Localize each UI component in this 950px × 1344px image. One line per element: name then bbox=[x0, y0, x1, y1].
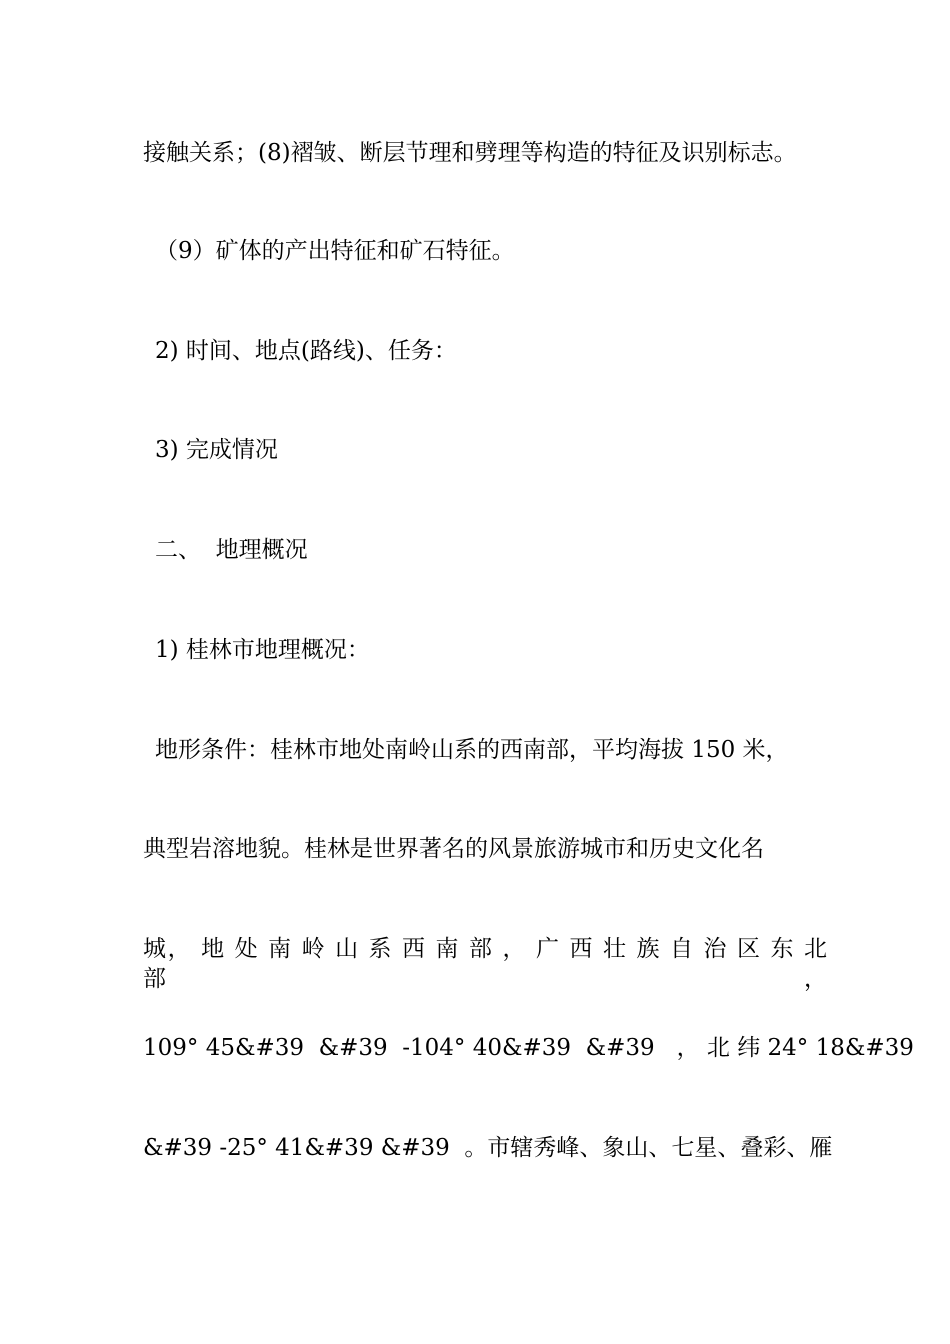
paragraph-line-9: 城， 地 处 南 岭 山 系 西 南 部 ， 广 西 壮 族 自 治 区 东 北 部 ， bbox=[143, 936, 828, 992]
paragraph-line-8: 典型岩溶地貌。桂林是世界著名的风景旅游城市和历史文化名 bbox=[143, 836, 764, 862]
paragraph-line-7: 地形条件：桂林市地处南岭山系的西南部，平均海拔 150 米， bbox=[155, 737, 789, 763]
paragraph-line-4: 3) 完成情况 bbox=[155, 437, 278, 463]
paragraph-line-3: 2) 时间、地点(路线)、任务： bbox=[155, 338, 457, 364]
section-heading: 二、 地理概况 bbox=[155, 537, 308, 563]
paragraph-line-1: 接触关系；(8)褶皱、断层节理和劈理等构造的特征及识别标志。 bbox=[143, 140, 797, 166]
paragraph-line-2: （9）矿体的产出特征和矿石特征。 bbox=[155, 238, 515, 264]
paragraph-line-10: 109° 45&#39 &#39 -104° 40&#39 &#39 ， 北 纬 24° 18&#39 bbox=[143, 1035, 914, 1061]
subsection-heading: 1) 桂林市地理概况： bbox=[155, 637, 370, 663]
paragraph-line-11: &#39 -25° 41&#39 &#39 。市辖秀峰、象山、七星、叠彩、雁 bbox=[143, 1135, 833, 1161]
